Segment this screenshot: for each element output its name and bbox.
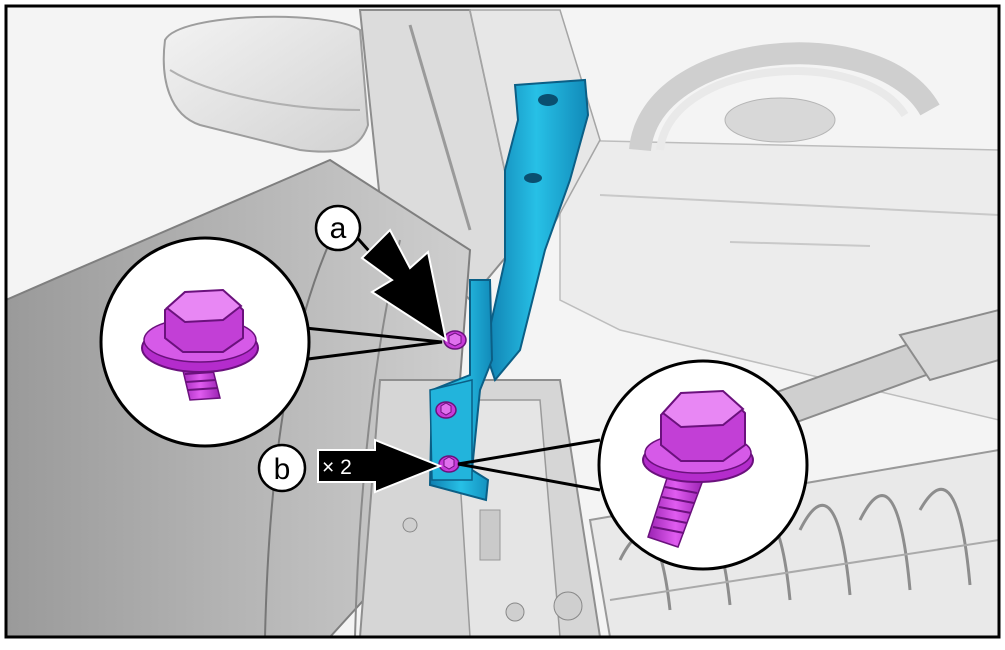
callout-b-label: b [273,453,291,486]
fastener-a-location [444,331,466,349]
panel-hole [554,592,582,620]
hinge-hole [524,173,542,183]
callout-a-label: a [329,212,347,245]
bolt-b1-hex [441,403,451,415]
panel-hole [506,603,524,621]
panel-slot [480,510,500,560]
bolt-b2-hex [444,457,454,469]
bolt-a-hex [449,333,461,346]
callout-b-quantity: × 2 [322,456,352,479]
hinge-hole [538,94,558,106]
steering-hub [725,98,835,142]
panel-hole [403,518,417,532]
